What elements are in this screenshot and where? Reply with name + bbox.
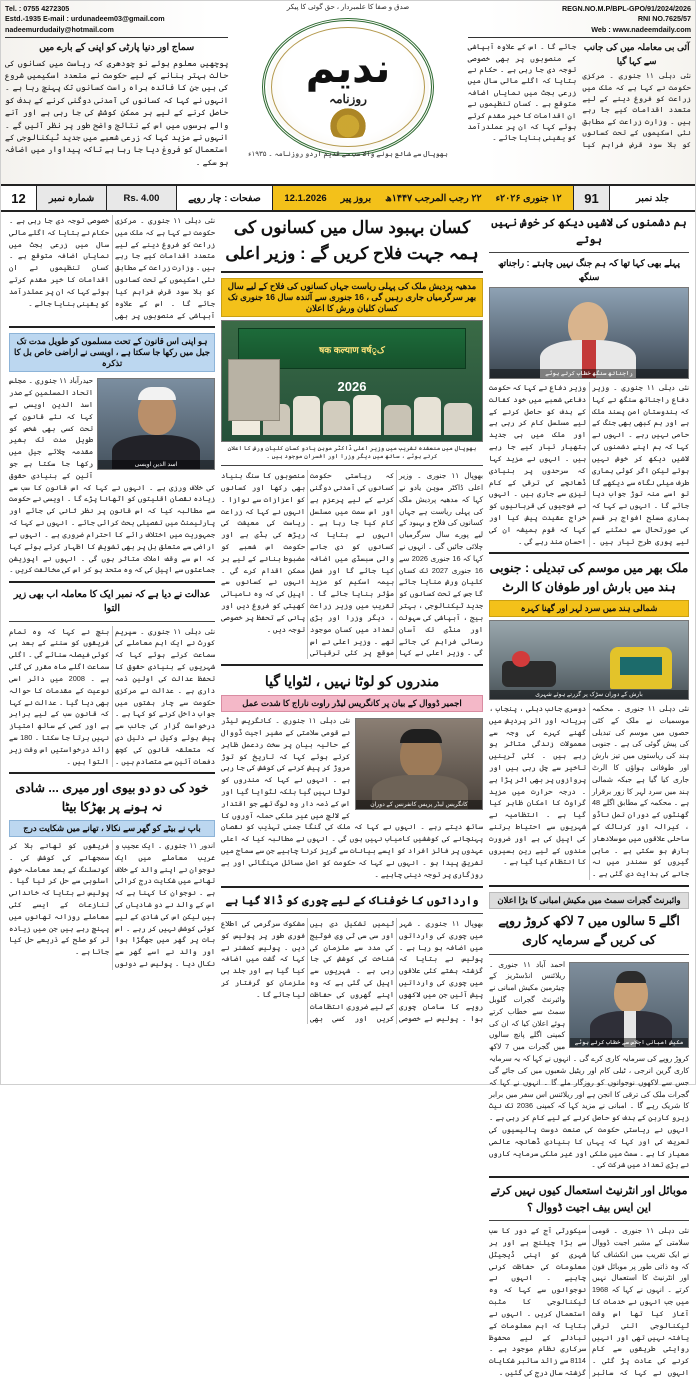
rajnath-photo-caption: راجناتھ سنگھ خطاب کرتے ہوئے [490, 369, 688, 378]
lead-body: بھوپال ۱۱ جنوری ۔ وزیر اعلی ڈاکٹر موہن یادو نے کہا کہ مدھیہ پردیش ملک کی پہلی ریاست ہے جہاں کسانوں کی فلاح و بہبود کے لیے پورے سال سرگرمیاں چلائی جائیں گی ۔ انہوں نے کہا کہ 16 جنوری 2026 سے 16 جنوری 2027 تک کسان کلیان ورش منایا جائے گا جس کے تحت کسانوں کو جدید ٹیکنالوجی ، بہتر بیج ، آبپاشی کی سہولت اور منڈی تک آسان رسائی فراہم کی جائے گی ۔ وزیر اعلی نے کہا کہ ریاستی حکومت کسانوں کی آمدنی دوگنی کرنے کے لیے پرعزم ہے اور اس سمت میں مسلسل کام کیا جا رہا ہے ۔ انہوں نے بتایا کہ کسانوں کو دی جانے والی سبسڈی میں اضافہ کیا جائے گا اور فصل بیمہ اسکیم کو مزید مؤثر بنایا جائے گا ۔ تقریب میں وزیر زراعت ، دیگر وزرا اور بڑی تعداد میں کسان موجود تھے ۔ وزیر اعلی نے اس موقع پر کئی ترقیاتی منصوبوں کا سنگ بنیاد بھی رکھا اور کسانوں کو اعزازات سے نوازا ۔ انہوں نے کہا کہ زراعت ریاست کی معیشت کی ریڑھ کی ہڈی ہے اور حکومت اس شعبے کو مضبوط بنانے کے لیے ہر ممکن اقدام کرے گی ۔ انہوں نے کسانوں سے اپیل کی کہ وہ نامیاتی کھیتی کو فروغ دیں اور پانی کے تحفظ پر خصوصی توجہ دیں ۔ [221, 471, 483, 658]
contact-info [5, 4, 228, 38]
logo-subtitle: روزنامہ [329, 92, 367, 107]
temple-kicker: اجمیر ڈووال کے بیان پر کانگریس لیڈر راوت ناراج کا شدت عمل [221, 695, 483, 712]
weather-headline: ملک بھر میں موسم کی تبدیلی : جنوبی ہند میں بارش اور طوفان کا الرٹ [489, 561, 689, 595]
contact-email: Estd.-1935 E-mail : urdunadeem03@gmail.com [5, 14, 165, 24]
date-urdu: ۱۲ جنوری ۲۰۲۶ء [495, 192, 562, 204]
logo-emblem-icon [325, 108, 371, 138]
regn-number: REGN.NO.M.P/BPL-GPO/91/2024/2026 [561, 4, 691, 13]
masthead-right-body: نئی دہلی ۱۱ جنوری ۔ مرکزی حکومت نے کہا ہے کہ ملک میں زراعت کو فروغ دینے کے لیے متعدد اقدامات کیے جا رہے ہیں ۔ وزارت زراعت کے مطابق نئی اسکیموں کے تحت کسانوں کو بلا سود قرض فراہم کیا جائے گا ۔ اس کے علاوہ آبپاشی کے منصوبوں پر بھی خصوصی توجہ دی جا رہی ہے ۔ حکام نے بتایا کہ اگلے مالی سال میں زرعی بجٹ میں نمایاں اضافہ متوقع ہے ۔ کسان تنظیموں نے ان اقدامات کا خیر مقدم کرتے ہوئے کہا کہ ان پر عملدرآمد کو یقینی بنایا جائے ۔ [467, 42, 691, 149]
rajnath-subhead: پہلے بھی کہا تھا کہ ہم جنگ نہیں چاہتے : راجناتھ سنگھ [497, 258, 680, 282]
stage-banner-title: کृषक कल्याण वर्ष [319, 344, 385, 355]
court-headline: عدالت نے دیا ہے کہ نمبر ایک کا معاملہ اب بھی زیر التوا [13, 589, 211, 615]
bottom-right-headline: خود کی دو دو بیوی اور میری ... شادی نہ ہونے پر بھڑکا بیٹا [15, 781, 209, 815]
article-weather [489, 559, 689, 880]
owaisi-photo-caption: اسد الدین اویسی [98, 460, 214, 469]
article-owaisi [9, 333, 215, 576]
masthead-center [232, 1, 463, 184]
weather-body: نئی دہلی ۱۱ جنوری ۔ محکمہ موسمیات نے ملک کے کئی حصوں میں موسم کی تبدیلی کی پیش گوئی کی ہے ۔ جنوبی ہند کی ریاستوں میں تیز بارش اور طوفانی ہواؤں کا الرٹ جاری کیا گیا ہے جبکہ شمالی ہند میں سرد لہر کا زور برقرار ہے ۔ محکمہ کے مطابق اگلے 48 گھنٹوں کے دوران تمل ناڈو ، کیرالہ اور کرناٹک کے ساحلی علاقوں میں موسلادھار بارش ہو سکتی ہے ۔ ماہی گیروں کو سمندر میں نہ جانے کی ہدایت دی گئی ہے ۔ دوسری جانب دہلی ، پنجاب ، ہریانہ اور اتر پردیش میں گھنے کہرے کی وجہ سے معمولات زندگی متاثر ہو رہے ہیں ۔ کئی ٹرینیں تاخیر سے چل رہی ہیں اور پروازوں پر بھی اثر پڑا ہے ۔ درجہ حرارت میں مزید گراوٹ کا امکان ظاہر کیا گیا ہے ۔ انتظامیہ نے شہریوں سے احتیاط برتنے کی اپیل کی ہے اور ضرورت مندوں کے لیے رین بسیروں کا انتظام کیا گیا ہے ۔ [489, 703, 689, 879]
temple-body: نئی دہلی ۱۱ جنوری ۔ کانگریس لیڈر نے قومی سلامتی کے مشیر اجیت ڈووال کے حالیہ بیان پر سخت ردعمل ظاہر کرتے ہوئے کہا کہ تاریخ کو توڑ مروڑ کر پیش کرنے کی کوشش کی جا رہی ہے ۔ انہوں نے کہا کہ مندروں کو لوٹا نہیں گیا بلکہ لٹوایا گیا اور اس کے ذمہ دار وہ لوگ تھے جو اقتدار کے لالچ میں غیر ملکی حملہ آوروں کا ساتھ دیتے رہے ۔ انہوں نے کہا کہ ملک کی گنگا جمنی تہذیب کو نقصان پہنچانے کی کوششیں کامیاب نہیں ہوں گی ۔ انہوں نے مطالبہ کیا کہ اعلی عہدوں پر فائز افراد کو ایسے بیانات سے گریز کرنا چاہیے جن سے سماج میں تفریق پیدا ہو ۔ انہوں نے کہا کہ حکومت کو اصل مسائل مہنگائی اور بے روزگاری پر توجہ دینی چاہیے ۔ [221, 716, 483, 879]
weather-photo [489, 620, 689, 700]
price-value: Rs. 4.00 [107, 186, 177, 210]
ambani-photo-caption: مکیش امبانی اجلاس سے خطاب کرتے ہوئے [570, 1038, 688, 1047]
article-lead-sidebar [9, 215, 215, 321]
bottom-left-headline: موبائل اور انٹرنیٹ استعمال کیوں نہیں کرتے این ایس بیف اجیت ڈووال ؟ [490, 1185, 688, 1214]
date-group [273, 186, 573, 210]
masthead [1, 1, 695, 186]
page-content [1, 212, 695, 1377]
temple-headline: مندروں کو لوٹا نہیں ، لٹوایا گیا [264, 673, 440, 690]
stage-banner-year: 2026 [337, 378, 367, 394]
masthead-left-body: پوچھیں معلوم ہوئے نو چودھری کہ ریاست میں کسانوں کی حالت بہتر بنانے کے لیے حکومت نے متعدد اسکیمیں شروع کی ہیں جن کا فائدہ براہ راست کسانوں تک پہنچ رہا ہے ۔ انہوں نے کہا کہ کسانوں کی آمدنی دوگنی کرنے کے ہدف کو حاصل کرنے کے لیے ہر ممکن کوشش کی جا رہی ہے اور آنے والے برسوں میں اس کے نتائج واضح طور پر نظر آئیں گے ۔ انہوں نے مزید کہا کہ زرعی شعبے میں جدید ٹیکنالوجی کے استعمال کو فروغ دیا جا رہا ہے تاکہ پیداوار میں اضافہ ہو سکے ۔ [5, 58, 229, 167]
volume-value: 91 [573, 186, 609, 210]
lead-photo [221, 320, 483, 442]
day-name: بروز پیر [340, 192, 372, 204]
lead-photo-caption: بھوپال میں منعقدہ تقریب میں وزیر اعلی ڈاکٹر موہن یادو کسان کلیان ورش کا اعلان کرتے ہوئے ، ساتھ میں دیگر وزرا اور افسران موجود ہیں ۔ [227, 445, 477, 461]
bottom-mid-headline: وارداتوں کا خوفناک کے لیے چوری کو ڈالا گیا ہے [225, 894, 479, 907]
column-right [486, 215, 692, 1377]
pages-label: صفحات : چار روپے [177, 186, 273, 210]
owaisi-photo [97, 378, 215, 470]
registration-info [468, 4, 691, 38]
column-left [6, 215, 218, 1082]
weather-photo-caption: بارش کے دوران سڑک پر گزرتے ہوئے شہری [490, 690, 688, 699]
volume-label: جلد نمبر [609, 186, 695, 210]
bottom-left-body: نئی دہلی ۱۱ جنوری ۔ قومی سلامتی کے مشیر اجیت ڈووال نے ایک تقریب میں انکشاف کیا کہ وہ ذاتی طور پر موبائل فون اور انٹرنیٹ کا استعمال نہیں کرتے ۔ انہوں نے کہا کہ 1968 میں جب انہوں نے خدمات کا آغاز کیا تھا اس وقت ٹیکنالوجی اتنی ترقی یافتہ نہیں تھی اور انہیں روایتی طریقوں سے کام کرنے کی عادت پڑ گئی ۔ انہوں نے کہا کہ سائبر سیکورٹی آج کے دور کا سب سے بڑا چیلنج ہے اور ہر شہری کو اپنی ڈیجیٹل معلومات کی حفاظت کرنی چاہیے ۔ انہوں نے نوجوانوں سے کہا کہ وہ ٹیکنالوجی کا مثبت استعمال کریں ۔ انہوں نے بتایا کہ اہم معلومات کے تبادلے کے لیے محفوظ سرکاری نظام موجود ہے ۔ 8114 سے زائد سائبر شکایات گزشتہ سال درج کی گئیں ۔ [489, 1226, 689, 1377]
ambani-photo [569, 962, 689, 1048]
article-lead [221, 215, 483, 659]
article-bottom-right [9, 779, 215, 969]
logo-title: ندیم [305, 46, 391, 93]
masthead-right-headline: آئی بی معاملہ میں کی جانب سے کہا گیا [583, 42, 690, 66]
temple-photo [355, 718, 483, 810]
newspaper-logo [241, 12, 456, 162]
bottom-right-body: اندور ۱۱ جنوری ۔ ایک عجیب و غریب معاملے میں ایک نوجوان نے اپنے والد کے خلاف تھانے میں شکایت درج کرائی ہے ۔ نوجوان کا کہنا ہے کہ اس کے والد نے دو شادیاں کی ہیں لیکن اس کی شادی کے لیے کوئی کوشش نہیں کر رہے ۔ اس بات پر گھر میں جھگڑا ہوا اور والد نے اسے گھر سے نکال دیا ۔ پولیس نے دونوں فریقوں کو تھانے بلا کر سمجھانے کی کوشش کی ۔ کونسلنگ کے بعد معاملہ خوش اسلوبی سے حل کر لیا گیا ۔ پولیس نے بتایا کہ خاندانی تنازعات کے ایسے کئی معاملے روزانہ تھانوں میں پہنچ رہے ہیں جن میں زیادہ تر کو صلح کے ذریعے حل کیا جاتا ہے ۔ [9, 840, 215, 968]
contact-tel: Tel. : 0755 4272305 [5, 4, 70, 13]
lead-sidebar-body: نئی دہلی ۱۱ جنوری ۔ مرکزی حکومت نے کہا ہے کہ ملک میں زراعت کو فروغ دینے کے لیے متعدد اقدامات کیے جا رہے ہیں ۔ وزارت زراعت کے مطابق نئی اسکیموں کے تحت کسانوں کو بلا سود قرض فراہم کیا جائے گا ۔ اس کے علاوہ آبپاشی کے منصوبوں پر بھی خصوصی توجہ دی جا رہی ہے ۔ حکام نے بتایا کہ اگلے مالی سال میں زرعی بجٹ میں نمایاں اضافہ متوقع ہے ۔ کسان تنظیموں نے ان اقدامات کا خیر مقدم کرتے ہوئے کہا کہ ان پر عملدرآمد کو یقینی بنایا جائے ۔ [9, 216, 215, 320]
masthead-right [464, 1, 695, 184]
owaisi-kicker: ہو اپنی اس قانون کے تحت مسلموں کو طویل مدت تک جیل میں رکھا جا سکتا ہے ، اویسی نے اراضی خاص بل کا تذکرہ [9, 333, 215, 372]
rajnath-photo [489, 287, 689, 379]
lead-kicker: مدھیہ پردیش ملک کی پہلی ریاست جہاں کسانوں کی فلاح کے لیے سال بھر سرگرمیاں جاری رہیں گی ، 16 جنوری سے آئندہ سال 16 جنوری تک کسان کلیان ورش کا اعلان [221, 278, 483, 317]
column-center [218, 215, 486, 1082]
article-bottom-mid [221, 893, 483, 1025]
rajnath-headline: ہم دشمنوں کی لاشیں دیکھ کر خوش نہیں ہوتے [491, 217, 687, 246]
date-english: 12.1.2026 [284, 192, 327, 204]
bottom-right-kicker: باپ نے بیٹے کو گھر سے نکالا ، تھانے میں شکایت درج [9, 820, 215, 837]
rajnath-body: نئی دہلی ۱۱ جنوری ۔ وزیر دفاع راجناتھ سنگھ نے کہا کہ ہندوستان امن پسند ملک ہے اور ہم کبھی بھی جنگ کے حامی نہیں رہے ۔ انہوں نے کہا کہ ہم اپنے دشمنوں کی لاشیں دیکھ کر خوش نہیں ہوتے لیکن اگر کوئی ہماری طرف میلی نگاہ سے دیکھے گا تو اسے منہ توڑ جواب دیا جائے گا ۔ انہوں نے کہا کہ ہماری مسلح افواج ہر قسم کی صورتحال سے نمٹنے کے لیے پوری طرح تیار ہیں ۔ وزیر دفاع نے کہا کہ حکومت دفاعی شعبے میں خود کفالت کے ہدف کو حاصل کرنے کے لیے مسلسل کام کر رہی ہے اور ملک میں ہی جدید ہتھیار تیار کیے جا رہے ہیں ۔ انہوں نے مزید کہا کہ سرحدوں پر بنیادی ڈھانچے کی ترقی کے کام تیزی سے جاری ہیں ۔ انہوں نے فوجیوں کی قربانیوں کو خراج عقیدت پیش کیا اور کہا کہ قوم ہمیشہ ان کی احسان مند رہے گی ۔ [489, 383, 689, 546]
court-body: نئی دہلی ۱۱ جنوری ۔ سپریم کورٹ نے ایک اہم معاملے کی سماعت کرتے ہوئے کہا کہ شہریوں کے بنیادی حقوق کا تحفظ عدالت کی اولین ذمہ داری ہے ۔ عدالت نے مرکزی حکومت سے چار ہفتوں میں جواب داخل کرنے کو کہا ہے ۔ درخواست گزار کی جانب سے پیش ہوئے وکیل نے دلیل دی کہ متعلقہ قانون کی کچھ دفعات آئین سے متصادم ہیں ۔ بنچ نے کہا کہ وہ تمام فریقوں کو سننے کے بعد ہی کوئی فیصلہ سنائے گی ۔ اگلی سماعت اگلے ماہ مقرر کی گئی ہے ۔ 2008 میں دائر اسی نوعیت کے مقدمات کا حوالہ بھی دیا گیا ۔ عدالت نے کہا کہ قانون سب کے لیے برابر ہے اور کسی کے ساتھ امتیاز نہیں برتا جا سکتا ۔ 180 سے زائد درخواستیں اس وقت زیر التوا ہیں ۔ [9, 626, 215, 766]
owaisi-body: حیدرآباد ۱۱ جنوری ۔ مجلس اتحاد المسلمین کے صدر اسد الدین اویسی نے کہا کہ نئے قانون کے تحت کسی بھی شخص کو طویل مدت تک بغیر مقدمہ چلائے جیل میں رکھا جا سکتا ہے جو آئین کے بنیادی حقوق کی خلاف ورزی ہے ۔ انہوں نے کہا کہ اس قانون کا سب سے زیادہ نقصان اقلیتوں کو اٹھانا پڑے گا ۔ اویسی نے حکومت سے مطالبہ کیا کہ اس قانون پر نظر ثانی کی جائے اور پارلیمنٹ میں تفصیلی بحث کرائی جائے ۔ انہوں نے کہا کہ جمہوریت میں اختلاف رائے کا احترام ضروری ہے ۔ انہوں نے اراضی سے متعلق بل پر بھی تشویش کا اظہار کرتے ہوئے کہا کہ اس سے وقف املاک متاثر ہوں گی ۔ انہوں نے اپوزیشن جماعتوں سے اپیل کی کہ وہ متحد ہو کر اس کی مخالفت کریں ۔ [9, 376, 215, 575]
temple-photo-caption: کانگریس لیڈر پریس کانفرنس کے دوران [356, 800, 482, 809]
issue-info-bar [1, 186, 695, 212]
masthead-right-article [468, 41, 691, 150]
issue-value: 12 [1, 186, 37, 210]
article-investment [489, 892, 689, 1171]
article-rajnath [489, 215, 689, 547]
logo-footnote: بھوپال سے شائع ہونے والا سب سے قدیم اردو روزنامہ ۔ ۱۹۳۵ء [248, 151, 448, 159]
bottom-mid-body: بھوپال ۱۱ جنوری ۔ شہر میں چوری کی وارداتوں میں اضافہ ہو رہا ہے ۔ پولیس نے بتایا کہ گزشتہ ہفتے کئی علاقوں میں چوری کی وارداتیں پیش آئیں جن میں لاکھوں روپے کا سامان چوری ہوا ۔ پولیس نے خصوصی ٹیمیں تشکیل دی ہیں اور سی سی ٹی وی فوٹیج کی مدد سے ملزمان کی شناخت کی کوشش کی جا رہی ہے ۔ شہریوں سے اپیل کی گئی ہے کہ وہ اپنے گھروں کی حفاظت کے لیے ضروری انتظامات کریں اور کسی بھی مشکوک سرگرمی کی اطلاع فوری طور پر پولیس کو دیں ۔ پولیس کمشنر نے کہا کہ گشت میں اضافہ کیا گیا ہے اور جلد ہی ملزمان کو گرفتار کر لیا جائے گا ۔ [221, 919, 484, 1023]
article-court [9, 588, 215, 767]
lead-headline: کسان بہبود سال میں کسانوں کی ہمہ جہت فلاح کریں گے : وزیر اعلی [225, 218, 479, 263]
investment-headline: اگلے 5 سالوں میں 7 لاکھ کروڑ روپے کی کریں گے سرمایہ کاری [498, 914, 680, 947]
website-url[interactable]: Web : www.nadeemdaily.com [591, 24, 691, 34]
investment-body: احمد آباد ۱۱ جنوری ۔ ریلائنس انڈسٹریز کے چیئرمین مکیش امبانی نے وائبرنٹ گجرات گلوبل سمٹ سے خطاب کرتے ہوئے اعلان کیا کہ ان کی کمپنی اگلے پانچ سالوں میں گجرات میں 7 لاکھ کروڑ روپے کی سرمایہ کاری کرے گی ۔ انہوں نے کہا کہ یہ سرمایہ کاری گرین انرجی ، ٹیلی کام اور ریٹیل شعبوں میں کی جائے گی جس سے لاکھوں نوجوانوں کو روزگار ملے گا ۔ انہوں نے کہا کہ گجرات ملک کی ترقی کا انجن ہے اور ریلائنس اس سفر میں برابر کا شریک رہے گا ۔ امبانی نے مزید کہا کہ کمپنی 2036 تک نیٹ زیرو کاربن کے ہدف کو حاصل کرنے کے لیے کام کر رہی ہے ۔ انہوں نے ریاستی حکومت کی صنعت دوست پالیسیوں کی تعریف کی اور کہا کہ یہاں کا بنیادی ڈھانچہ عالمی معیار کا ہے ۔ سمٹ میں ملکی اور غیر ملکی سرمایہ کاروں نے بڑی تعداد میں شرکت کی ۔ [489, 959, 689, 1170]
issue-label: شمارہ نمبر [37, 186, 107, 210]
masthead-left-headline: سماج اور دنیا پارٹی کو اپنی کے بارے میں [39, 42, 195, 54]
masthead-left-article [5, 41, 228, 169]
rni-number: RNI NO.7625/57 [637, 14, 691, 24]
masthead-left [1, 1, 232, 184]
investment-kicker: وائبرنٹ گجرات سمٹ میں مکیش امبانی کا بڑا اعلان [489, 892, 689, 909]
article-bottom-left [489, 1183, 689, 1379]
contact-email-2: nadeemurdudaily@hotmail.com [5, 24, 114, 34]
masthead-slogan: صدق و صفا کا علمبردار ، حق گوئی کا پیکر [286, 4, 410, 11]
date-hijri: ۲۲ رجب المرجب ۱۴۴۷ھ [385, 192, 482, 204]
weather-kicker: شمالی ہند میں سرد لہر اور گھنا کہرہ [489, 600, 689, 617]
article-temple [221, 671, 483, 880]
